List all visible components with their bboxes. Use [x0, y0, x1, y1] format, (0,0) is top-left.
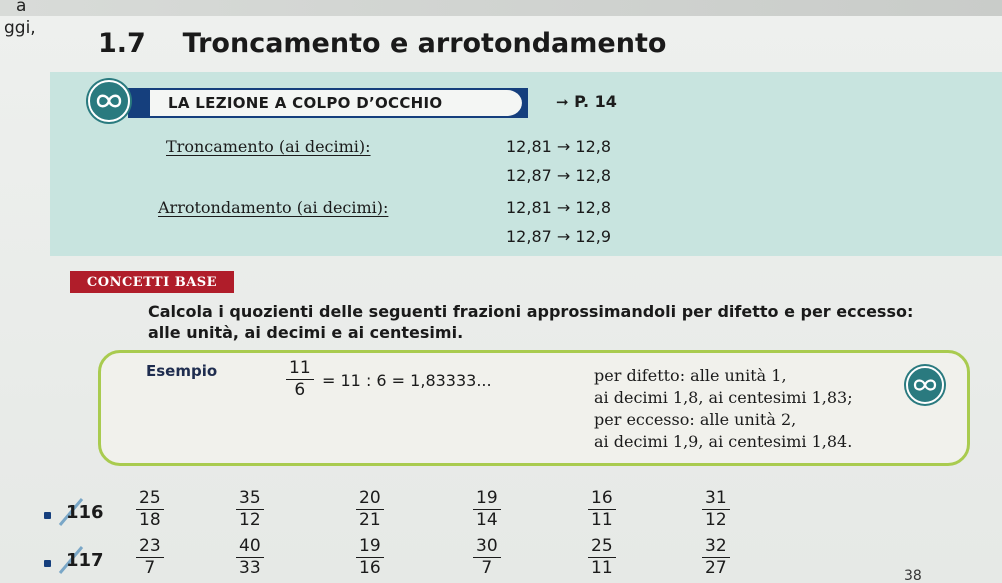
arrotondamento-row-2: 12,87 → 12,9	[506, 227, 612, 246]
infinity-badge-icon	[906, 366, 944, 404]
instruction-line-1: Calcola i quozienti delle seguenti frazioni approssimandoli per difetto e per eccesso:	[148, 302, 914, 321]
example-equation: = 11 : 6 = 1,83333...	[322, 371, 492, 390]
fraction-denominator: 6	[294, 380, 306, 400]
example-line-1: per difetto: alle unità 1,	[594, 366, 787, 385]
concetti-base-badge: CONCETTI BASE	[70, 271, 234, 293]
exercise-116-fraction-1: $\frac{25}{18}$	[136, 490, 164, 529]
exercise-117-fraction-6: $\frac{32}{27}$	[702, 538, 730, 577]
exercise-number-116: 116	[66, 502, 104, 523]
right-arrow-icon: →	[556, 227, 576, 246]
exercise-117-fraction-4: $\frac{30}{7}$	[473, 538, 501, 577]
exercise-bullet-icon	[44, 512, 51, 519]
exercise-bullet-icon	[44, 560, 51, 567]
exercise-117-fraction-3: $\frac{19}{16}$	[356, 538, 384, 577]
page-reference[interactable]	[556, 92, 617, 111]
troncamento-row-1: 12,81 → 12,8	[506, 137, 612, 156]
example-line-3: per eccesso: alle unità 2,	[594, 410, 797, 429]
exercise-117-fraction-5: $\frac{25}{11}$	[588, 538, 616, 577]
section-heading	[98, 28, 666, 59]
infinity-badge-icon	[88, 80, 130, 122]
right-arrow-icon: →	[556, 166, 576, 185]
top-margin-strip	[0, 0, 1002, 16]
arrotondamento-label: Arrotondamento (ai decimi):	[158, 198, 389, 217]
example-label: Esempio	[146, 362, 218, 380]
exercise-117-fraction-2: $\frac{40}{33}$	[236, 538, 264, 577]
example-line-2: ai decimi 1,8, ai centesimi 1,83;	[594, 388, 853, 407]
section-title: Troncamento e arrotondamento	[182, 28, 667, 59]
exercise-116-fraction-6: $\frac{31}{12}$	[702, 490, 730, 529]
page-number-fragment: 38	[904, 568, 922, 583]
right-arrow-icon: →	[556, 137, 576, 156]
example-line-4: ai decimi 1,9, ai centesimi 1,84.	[594, 432, 853, 451]
exercise-116-fraction-3: $\frac{20}{21}$	[356, 490, 384, 529]
section-number: 1.7	[98, 28, 146, 59]
exercise-117-fraction-1: $\frac{23}{7}$	[136, 538, 164, 577]
exercise-116-fraction-4: $\frac{19}{14}$	[473, 490, 501, 529]
margin-fragment-left: ggi,	[4, 18, 36, 38]
arrotondamento-row-1: 12,81 → 12,8	[506, 198, 612, 217]
exercise-number-117: 117	[66, 550, 104, 571]
lesson-bar-label: LA LEZIONE A COLPO D’OCCHIO	[168, 94, 443, 112]
margin-fragment-top: a	[16, 0, 27, 16]
troncamento-label: Troncamento (ai decimi):	[166, 137, 371, 156]
fraction-numerator: 11	[286, 360, 314, 380]
example-fraction	[286, 360, 314, 399]
exercise-116-fraction-2: $\frac{35}{12}$	[236, 490, 264, 529]
exercise-116-fraction-5: $\frac{16}{11}$	[588, 490, 616, 529]
right-arrow-icon: →	[556, 198, 576, 217]
right-arrow-icon: ➞	[556, 93, 569, 111]
page-reference-label: P. 14	[574, 92, 617, 111]
troncamento-row-2: 12,87 → 12,8	[506, 166, 612, 185]
instruction-line-2: alle unità, ai decimi e ai centesimi.	[148, 323, 464, 342]
